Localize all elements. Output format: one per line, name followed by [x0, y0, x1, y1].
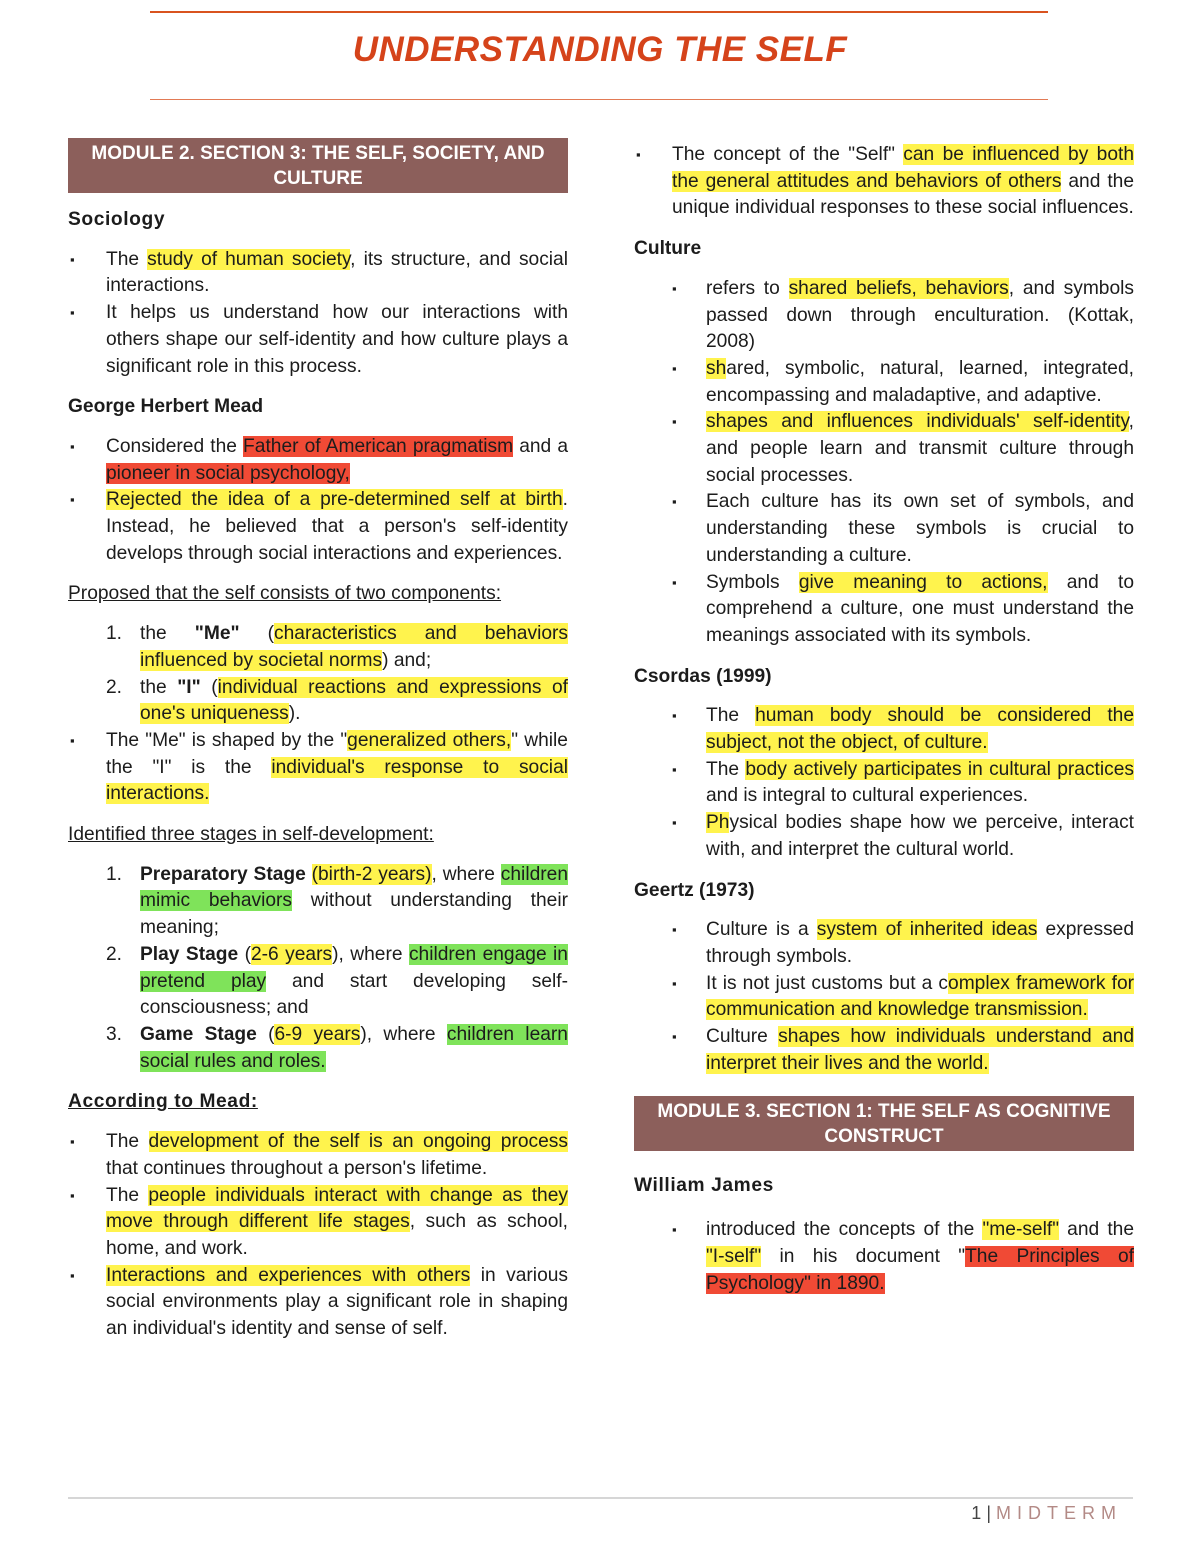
list-item: ▪ The human body should be considered the subject, not the object, of culture. — [634, 703, 1134, 756]
list-item: ▪ introduced the concepts of the "me-self" and the "I-self" in his document "The Principles of Psychology" in 1890. — [634, 1217, 1134, 1297]
stages-list — [68, 862, 568, 1076]
me-i-list — [68, 728, 568, 808]
geertz-list — [634, 917, 1134, 1077]
list-item: 2. the "I" (individual reactions and expressions of one's uniqueness). — [106, 676, 568, 725]
list-item: ▪ The concept of the "Self" can be influenced by both the general attitudes and behaviors of others and the unique individual responses to these social influences. — [634, 142, 1134, 222]
list-item: ▪ Interactions and experiences with others in various social environments play a significant role in shaping an individual's identity and sense of self. — [68, 1263, 568, 1343]
module-banner: MODULE 3. SECTION 1: THE SELF AS COGNITIVE CONSTRUCT — [634, 1096, 1134, 1151]
left-column — [68, 138, 568, 1343]
header-rule-top — [150, 11, 1048, 13]
list-item: ▪ The development of the self is an ongoing process that continues throughout a person's lifetime. — [68, 1129, 568, 1182]
list-item: ▪ The study of human society, its structure, and social interactions. — [68, 247, 568, 300]
mead-list — [68, 434, 568, 568]
document-title: UNDERSTANDING THE SELF — [352, 30, 848, 69]
list-item: ▪ Physical bodies shape how we perceive, interact with, and interpret the cultural world. — [634, 810, 1134, 863]
list-item: 1. Preparatory Stage (birth-2 years), where children mimic behaviors without understanding their meaning; — [106, 863, 568, 939]
section-heading-csordas: Csordas (1999) — [634, 665, 772, 687]
list-item: ▪ shapes and influences individuals' self-identity, and people learn and transmit culture through social processes. — [634, 409, 1134, 489]
list-item: 1. the "Me" (characteristics and behaviors influenced by societal norms) and; — [106, 623, 568, 671]
list-item: ▪ Considered the Father of American pragmatism and a pioneer in social psychology, — [68, 434, 568, 487]
sociology-list — [68, 247, 568, 381]
list-item: ▪ The body actively participates in cultural practices and is integral to cultural experiences. — [634, 757, 1134, 810]
list-item: ▪ Symbols give meaning to actions, and to comprehend a culture, one must understand the meanings associated with its symbols. — [634, 570, 1134, 650]
self-concept-list — [634, 142, 1134, 222]
section-heading-sociology: Sociology — [68, 209, 166, 230]
section-heading-geertz: Geertz (1973) — [634, 879, 755, 901]
components-list — [68, 621, 568, 728]
culture-list — [634, 276, 1134, 650]
footer-label: MIDTERM — [996, 1503, 1122, 1523]
list-item: ▪ It helps us understand how our interactions with others shape our self-identity and how culture plays a significant role in this process. — [68, 300, 568, 380]
components-label: Proposed that the self consists of two components: — [68, 583, 502, 605]
stages-label: Identified three stages in self-development: — [68, 824, 434, 846]
page-number: 1 — [971, 1503, 982, 1523]
section-heading-james: William James — [634, 1174, 774, 1196]
section-heading-mead: George Herbert Mead — [68, 396, 264, 418]
list-item: ▪ Rejected the idea of a pre-determined self at birth. Instead, he believed that a person's self-identity develops through social interactions and experiences. — [68, 487, 568, 567]
list-item: ▪ refers to shared beliefs, behaviors, and symbols passed down through enculturation. (Kottak, 2008) — [634, 276, 1134, 356]
page-footer: 1 | MIDTERM — [971, 1503, 1122, 1523]
right-column — [634, 142, 1134, 1297]
list-item: ▪ Culture shapes how individuals understand and interpret their lives and the world. — [634, 1024, 1134, 1077]
list-item: 2. Play Stage (2-6 years), where children engage in pretend play and start developing self-consciousness; and — [106, 943, 568, 1019]
list-item: ▪ shared, symbolic, natural, learned, integrated, encompassing and maladaptive, and adaptive. — [634, 356, 1134, 409]
section-heading-according: According to Mead: — [68, 1091, 258, 1113]
james-list — [634, 1217, 1134, 1297]
according-list — [68, 1129, 568, 1343]
header-rule-bottom — [150, 99, 1048, 100]
list-item: 3. Game Stage (6-9 years), where children learn social rules and roles. — [106, 1023, 568, 1072]
module-banner: MODULE 2. SECTION 3: THE SELF, SOCIETY, AND CULTURE — [68, 138, 568, 193]
csordas-list — [634, 703, 1134, 863]
list-item: ▪ Culture is a system of inherited ideas expressed through symbols. — [634, 917, 1134, 970]
list-item: ▪ It is not just customs but a complex framework for communication and knowledge transmission. — [634, 971, 1134, 1024]
section-heading-culture: Culture — [634, 238, 702, 260]
list-item: ▪ The "Me" is shaped by the "generalized others," while the "I" is the individual's response to social interactions. — [68, 728, 568, 808]
footer-rule — [68, 1497, 1133, 1499]
list-item: ▪ The people individuals interact with change as they move through different life stages, such as school, home, and work. — [68, 1183, 568, 1263]
list-item: ▪ Each culture has its own set of symbols, and understanding these symbols is crucial to understanding a culture. — [634, 489, 1134, 569]
